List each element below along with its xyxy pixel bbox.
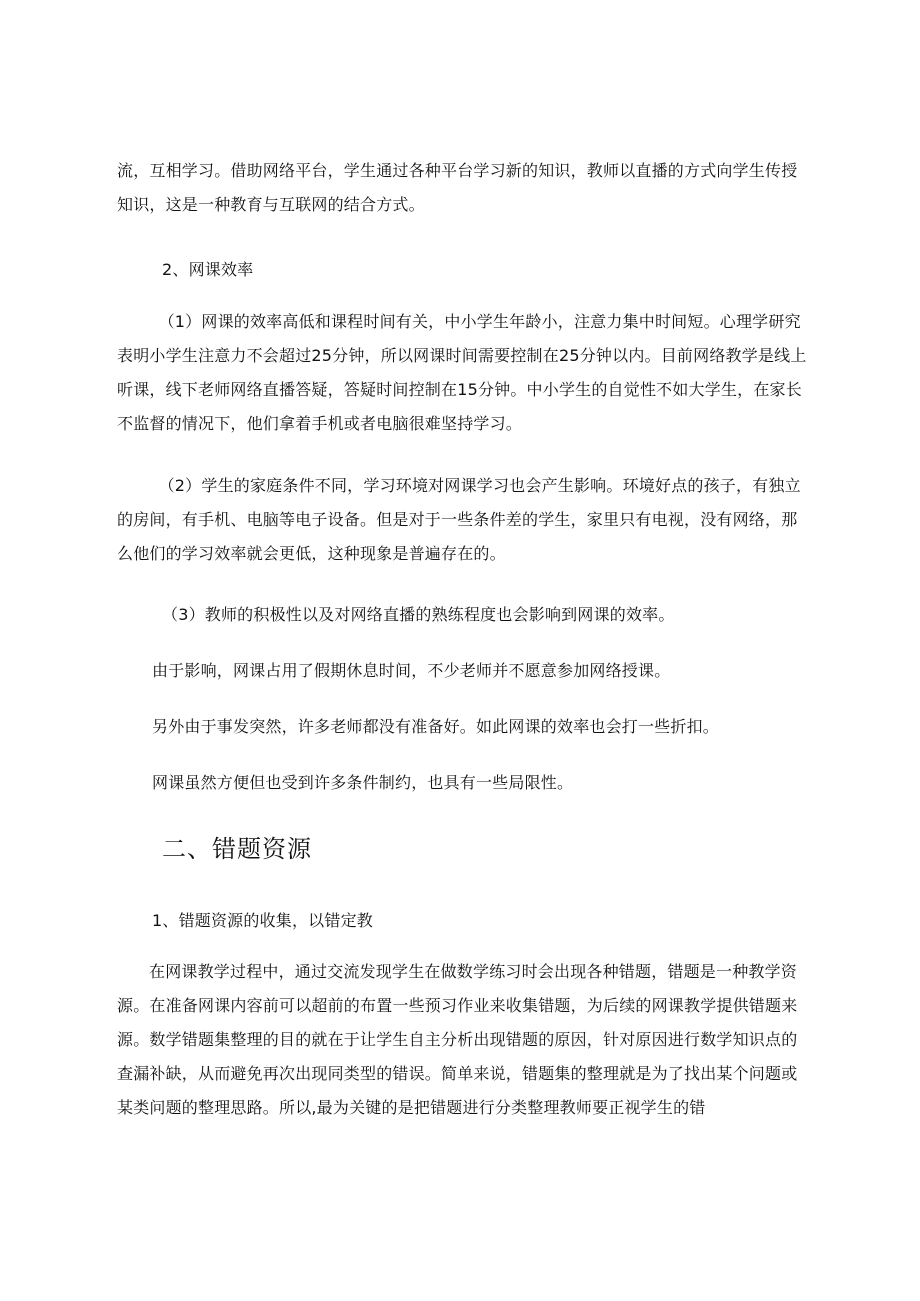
- teacher-vacation-line: 由于影响，网课占用了假期休息时间，不少老师并不愿意参加网络授课。: [152, 661, 671, 680]
- unprepared-teachers-line: 另外由于事发突然，许多老师都没有准备好。如此网课的效率也会打一些折扣。: [152, 717, 720, 736]
- section-heading-error-resources: 二、错题资源: [162, 835, 312, 863]
- limitations-line: 网课虽然方便但也受到许多条件制约，也具有一些局限性。: [152, 773, 574, 792]
- efficiency-point-2-paragraph: （2）学生的家庭条件不同，学习环境对网课学习也会产生影响。环境好点的孩子，有独立的房间，有手机、电脑等电子设备。但是对于一些条件差的学生，家里只有电视，没有网络，那么他们的学习效率就会更低，这种现象是普遍存在的。: [117, 476, 801, 563]
- error-resources-paragraph: 在网课教学过程中，通过交流发现学生在做数学练习时会出现各种错题，错题是一种教学资源。在准备网课内容前可以超前的布置一些预习作业来收集错题，为后续的网课教学提供错题来源。数学错题集整理的目的就在于让学生自主分析出现错题的原因，针对原因进行数学知识点的查漏补缺，从而避免再次出现同类型的错误。简单来说，错题集的整理就是为了找出某个问题或某类问题的整理思路。所以,最为关键的是把错题进行分类整理教师要正视学生的错: [117, 962, 798, 1117]
- subheading-network-course-efficiency: 2、网课效率: [162, 260, 254, 279]
- subheading-error-resource-collection: 1、错题资源的收集，以错定教: [152, 911, 373, 930]
- intro-continuation-paragraph: 流，互相学习。借助网络平台，学生通过各种平台学习新的知识，教师以直播的方式向学生传授知识，这是一种教育与互联网的结合方式。: [117, 161, 798, 214]
- efficiency-point-3-line: （3）教师的积极性以及对网络直播的熟练程度也会影响到网课的效率。: [162, 605, 675, 624]
- efficiency-point-1-paragraph: （1）网课的效率高低和课程时间有关，中小学生年龄小，注意力集中时间短。心理学研究表明小学生注意力不会超过25分钟，所以网课时间需要控制在25分钟以内。目前网络教学是线上听课，线下老师网络直播答疑，答疑时间控制在15分钟。中小学生的自觉性不如大学生，在家长不监督的情况下，他们拿着手机或者电脑很难坚持学习。: [117, 312, 807, 433]
